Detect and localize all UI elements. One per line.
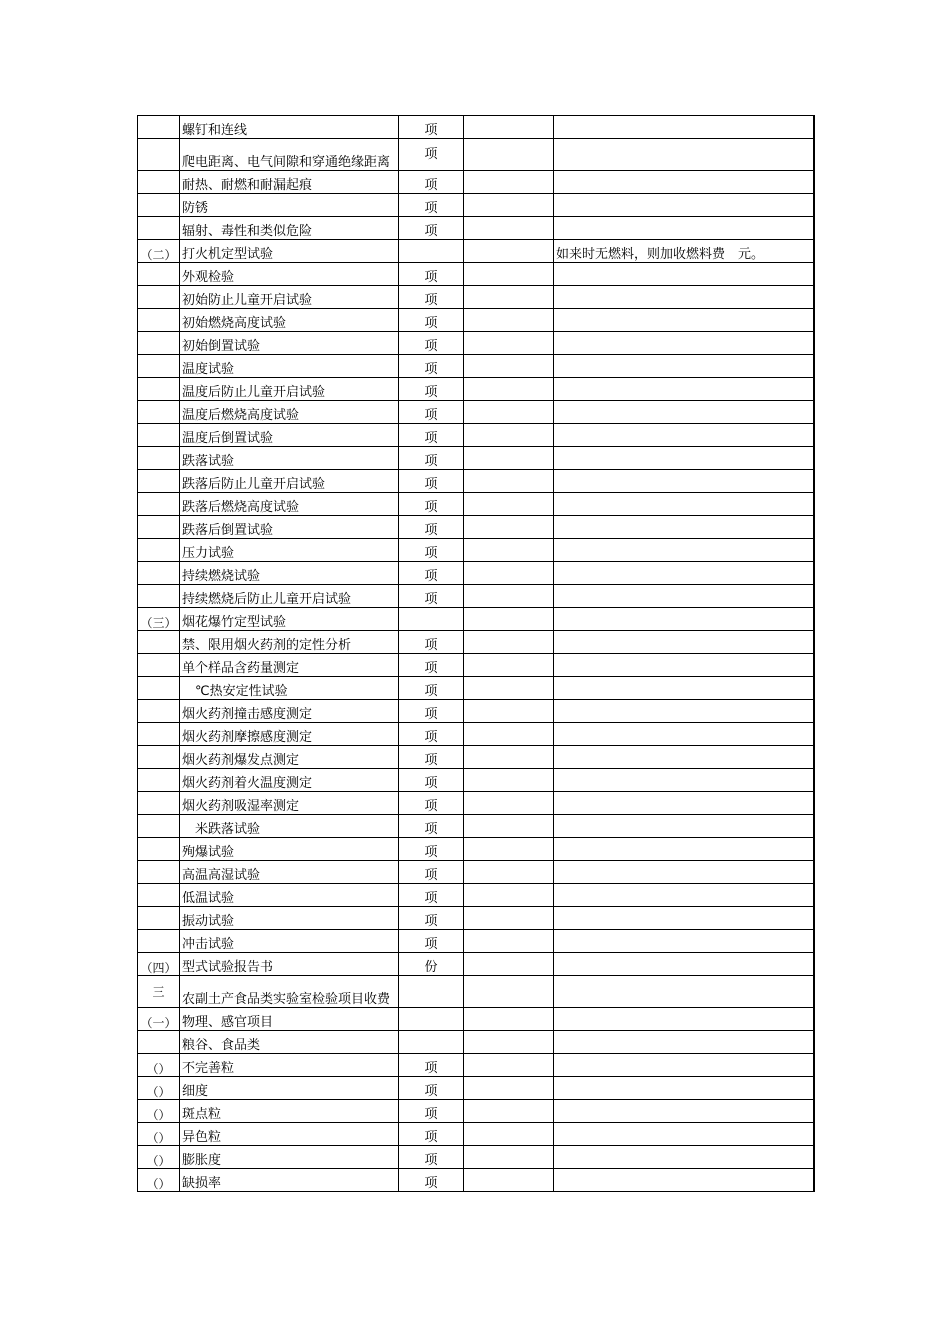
price-cell xyxy=(464,447,554,470)
row-number-cell xyxy=(138,309,180,332)
table-row xyxy=(138,861,814,884)
row-number-cell xyxy=(138,562,180,585)
note-cell xyxy=(554,631,814,654)
table-row xyxy=(138,953,814,976)
price-cell xyxy=(464,953,554,976)
note-cell xyxy=(554,263,814,286)
unit-cell: 项 xyxy=(399,1054,464,1077)
unit-cell: 项 xyxy=(399,139,464,171)
item-name-cell: 烟火药剂摩擦感度测定 xyxy=(180,723,399,746)
item-name-cell: 振动试验 xyxy=(180,907,399,930)
item-name-cell: 单个样品含药量测定 xyxy=(180,654,399,677)
row-number-cell xyxy=(138,194,180,217)
row-number-cell xyxy=(138,930,180,953)
table-row xyxy=(138,700,814,723)
row-number-cell xyxy=(138,286,180,309)
note-cell xyxy=(554,332,814,355)
table-row xyxy=(138,815,814,838)
item-name-cell: 初始防止儿童开启试验 xyxy=(180,286,399,309)
table-row xyxy=(138,424,814,447)
note-cell xyxy=(554,470,814,493)
table-row xyxy=(138,401,814,424)
unit-cell: 项 xyxy=(399,401,464,424)
price-cell xyxy=(464,171,554,194)
unit-cell: 项 xyxy=(399,309,464,332)
item-name-cell: 跌落后防止儿童开启试验 xyxy=(180,470,399,493)
unit-cell: 项 xyxy=(399,217,464,240)
unit-cell: 项 xyxy=(399,631,464,654)
unit-cell: 份 xyxy=(399,953,464,976)
unit-cell: 项 xyxy=(399,815,464,838)
unit-cell: 项 xyxy=(399,171,464,194)
item-name-cell: 温度试验 xyxy=(180,355,399,378)
unit-cell: 项 xyxy=(399,1146,464,1169)
note-cell xyxy=(554,424,814,447)
price-cell xyxy=(464,976,554,1008)
price-cell xyxy=(464,240,554,263)
unit-cell xyxy=(399,1008,464,1031)
table-row xyxy=(138,286,814,309)
item-name-cell: 烟火药剂爆发点测定 xyxy=(180,746,399,769)
price-cell xyxy=(464,309,554,332)
row-number-cell: （） xyxy=(138,1146,180,1169)
row-number-cell xyxy=(138,447,180,470)
price-cell xyxy=(464,493,554,516)
note-cell xyxy=(554,976,814,1008)
item-name-cell: 跌落试验 xyxy=(180,447,399,470)
note-cell xyxy=(554,1146,814,1169)
item-name-cell: 压力试验 xyxy=(180,539,399,562)
row-number-cell xyxy=(138,1031,180,1054)
unit-cell: 项 xyxy=(399,930,464,953)
row-number-cell xyxy=(138,654,180,677)
unit-cell: 项 xyxy=(399,470,464,493)
row-number-cell xyxy=(138,493,180,516)
unit-cell: 项 xyxy=(399,723,464,746)
price-cell xyxy=(464,907,554,930)
item-name-cell: 烟火药剂撞击感度测定 xyxy=(180,700,399,723)
item-name-cell: 粮谷、食品类 xyxy=(180,1031,399,1054)
note-cell xyxy=(554,562,814,585)
unit-cell: 项 xyxy=(399,116,464,139)
note-cell xyxy=(554,378,814,401)
item-name-cell: 跌落后燃烧高度试验 xyxy=(180,493,399,516)
table-row xyxy=(138,378,814,401)
item-name-cell: 耐热、耐燃和耐漏起痕 xyxy=(180,171,399,194)
price-cell xyxy=(464,1169,554,1192)
note-cell: 如来时无燃料，则加收燃料费 元。 xyxy=(554,240,814,263)
item-name-cell: 冲击试验 xyxy=(180,930,399,953)
note-cell xyxy=(554,769,814,792)
item-name-cell: 温度后燃烧高度试验 xyxy=(180,401,399,424)
unit-cell: 项 xyxy=(399,861,464,884)
price-cell xyxy=(464,424,554,447)
price-cell xyxy=(464,1123,554,1146)
table-row xyxy=(138,539,814,562)
row-number-cell: （） xyxy=(138,1169,180,1192)
table-row xyxy=(138,976,814,1008)
price-cell xyxy=(464,470,554,493)
row-number-cell xyxy=(138,585,180,608)
row-number-cell: （二） xyxy=(138,240,180,263)
note-cell xyxy=(554,116,814,139)
price-cell xyxy=(464,1100,554,1123)
unit-cell xyxy=(399,240,464,263)
table-row xyxy=(138,562,814,585)
item-name-cell: 跌落后倒置试验 xyxy=(180,516,399,539)
unit-cell: 项 xyxy=(399,539,464,562)
unit-cell: 项 xyxy=(399,424,464,447)
note-cell xyxy=(554,401,814,424)
note-cell xyxy=(554,861,814,884)
price-cell xyxy=(464,838,554,861)
unit-cell: 项 xyxy=(399,493,464,516)
item-name-cell: 烟火药剂着火温度测定 xyxy=(180,769,399,792)
price-cell xyxy=(464,884,554,907)
table-row xyxy=(138,332,814,355)
item-name-cell: 不完善粒 xyxy=(180,1054,399,1077)
item-name-cell: 膨胀度 xyxy=(180,1146,399,1169)
table-row xyxy=(138,677,814,700)
price-cell xyxy=(464,677,554,700)
fee-table-body xyxy=(138,116,814,1192)
table-row xyxy=(138,1054,814,1077)
item-name-cell: 物理、感官项目 xyxy=(180,1008,399,1031)
table-row xyxy=(138,355,814,378)
row-number-cell: （四） xyxy=(138,953,180,976)
note-cell xyxy=(554,585,814,608)
note-cell xyxy=(554,1031,814,1054)
unit-cell: 项 xyxy=(399,1123,464,1146)
unit-cell: 项 xyxy=(399,746,464,769)
unit-cell: 项 xyxy=(399,677,464,700)
row-number-cell xyxy=(138,815,180,838)
price-cell xyxy=(464,815,554,838)
unit-cell: 项 xyxy=(399,700,464,723)
row-number-cell xyxy=(138,792,180,815)
row-number-cell xyxy=(138,401,180,424)
row-number-cell xyxy=(138,861,180,884)
table-row xyxy=(138,930,814,953)
row-number-cell: 三 xyxy=(138,976,180,1008)
table-row xyxy=(138,171,814,194)
table-row xyxy=(138,608,814,631)
table-row xyxy=(138,1169,814,1192)
item-name-cell: 爬电距离、电气间隙和穿通绝缘距离 xyxy=(180,139,399,171)
price-cell xyxy=(464,1008,554,1031)
note-cell xyxy=(554,907,814,930)
unit-cell: 项 xyxy=(399,884,464,907)
item-name-cell: 农副土产食品类实验室检验项目收费 xyxy=(180,976,399,1008)
unit-cell xyxy=(399,976,464,1008)
item-name-cell: ℃热安定性试验 xyxy=(180,677,399,700)
table-row xyxy=(138,263,814,286)
table-row xyxy=(138,516,814,539)
price-cell xyxy=(464,746,554,769)
note-cell xyxy=(554,700,814,723)
note-cell xyxy=(554,608,814,631)
note-cell xyxy=(554,792,814,815)
price-cell xyxy=(464,861,554,884)
table-row xyxy=(138,1031,814,1054)
row-number-cell xyxy=(138,907,180,930)
item-name-cell: 斑点粒 xyxy=(180,1100,399,1123)
item-name-cell: 持续燃烧试验 xyxy=(180,562,399,585)
price-cell xyxy=(464,585,554,608)
note-cell xyxy=(554,539,814,562)
table-row xyxy=(138,116,814,139)
table-row xyxy=(138,1077,814,1100)
unit-cell: 项 xyxy=(399,263,464,286)
price-cell xyxy=(464,516,554,539)
item-name-cell: 螺钉和连线 xyxy=(180,116,399,139)
note-cell xyxy=(554,447,814,470)
row-number-cell xyxy=(138,884,180,907)
unit-cell: 项 xyxy=(399,907,464,930)
table-row xyxy=(138,723,814,746)
price-cell xyxy=(464,355,554,378)
unit-cell: 项 xyxy=(399,1169,464,1192)
unit-cell: 项 xyxy=(399,654,464,677)
price-cell xyxy=(464,1077,554,1100)
note-cell xyxy=(554,493,814,516)
row-number-cell: （一） xyxy=(138,1008,180,1031)
item-name-cell: 高温高湿试验 xyxy=(180,861,399,884)
row-number-cell xyxy=(138,516,180,539)
item-name-cell: 防锈 xyxy=(180,194,399,217)
row-number-cell xyxy=(138,746,180,769)
price-cell xyxy=(464,194,554,217)
item-name-cell: 持续燃烧后防止儿童开启试验 xyxy=(180,585,399,608)
row-number-cell: （三） xyxy=(138,608,180,631)
note-cell xyxy=(554,815,814,838)
table-row xyxy=(138,470,814,493)
note-cell xyxy=(554,1123,814,1146)
price-cell xyxy=(464,723,554,746)
row-number-cell xyxy=(138,332,180,355)
unit-cell: 项 xyxy=(399,585,464,608)
price-cell xyxy=(464,654,554,677)
item-name-cell: 温度后防止儿童开启试验 xyxy=(180,378,399,401)
row-number-cell xyxy=(138,139,180,171)
price-cell xyxy=(464,116,554,139)
row-number-cell xyxy=(138,116,180,139)
row-number-cell xyxy=(138,769,180,792)
price-cell xyxy=(464,217,554,240)
price-cell xyxy=(464,562,554,585)
price-cell xyxy=(464,378,554,401)
price-cell xyxy=(464,1031,554,1054)
unit-cell xyxy=(399,1031,464,1054)
row-number-cell: （） xyxy=(138,1100,180,1123)
row-number-cell xyxy=(138,838,180,861)
note-cell xyxy=(554,309,814,332)
note-cell xyxy=(554,217,814,240)
row-number-cell: （） xyxy=(138,1077,180,1100)
row-number-cell xyxy=(138,217,180,240)
note-cell xyxy=(554,1169,814,1192)
note-cell xyxy=(554,171,814,194)
table-row xyxy=(138,447,814,470)
unit-cell: 项 xyxy=(399,792,464,815)
table-row xyxy=(138,838,814,861)
table-row xyxy=(138,217,814,240)
price-cell xyxy=(464,263,554,286)
note-cell xyxy=(554,746,814,769)
row-number-cell: （） xyxy=(138,1054,180,1077)
unit-cell: 项 xyxy=(399,355,464,378)
price-cell xyxy=(464,539,554,562)
unit-cell xyxy=(399,608,464,631)
table-row xyxy=(138,1123,814,1146)
price-cell xyxy=(464,1146,554,1169)
row-number-cell xyxy=(138,700,180,723)
row-number-cell xyxy=(138,424,180,447)
table-row xyxy=(138,792,814,815)
row-number-cell xyxy=(138,263,180,286)
table-row xyxy=(138,309,814,332)
table-row xyxy=(138,194,814,217)
price-cell xyxy=(464,286,554,309)
table-row xyxy=(138,1146,814,1169)
unit-cell: 项 xyxy=(399,378,464,401)
note-cell xyxy=(554,139,814,171)
price-cell xyxy=(464,769,554,792)
price-cell xyxy=(464,139,554,171)
table-row xyxy=(138,654,814,677)
note-cell xyxy=(554,677,814,700)
row-number-cell xyxy=(138,470,180,493)
table-row xyxy=(138,746,814,769)
price-cell xyxy=(464,1054,554,1077)
table-row xyxy=(138,493,814,516)
item-name-cell: 缺损率 xyxy=(180,1169,399,1192)
price-cell xyxy=(464,792,554,815)
price-cell xyxy=(464,401,554,424)
item-name-cell: 烟花爆竹定型试验 xyxy=(180,608,399,631)
price-cell xyxy=(464,332,554,355)
table-row xyxy=(138,1100,814,1123)
price-cell xyxy=(464,930,554,953)
item-name-cell: 温度后倒置试验 xyxy=(180,424,399,447)
unit-cell: 项 xyxy=(399,838,464,861)
note-cell xyxy=(554,355,814,378)
fee-table xyxy=(137,115,815,1192)
table-row xyxy=(138,631,814,654)
row-number-cell xyxy=(138,355,180,378)
unit-cell: 项 xyxy=(399,769,464,792)
item-name-cell: 禁、限用烟火药剂的定性分析 xyxy=(180,631,399,654)
price-cell xyxy=(464,631,554,654)
unit-cell: 项 xyxy=(399,332,464,355)
row-number-cell xyxy=(138,631,180,654)
item-name-cell: 细度 xyxy=(180,1077,399,1100)
item-name-cell: 米跌落试验 xyxy=(180,815,399,838)
note-cell xyxy=(554,884,814,907)
table-row xyxy=(138,884,814,907)
note-cell xyxy=(554,930,814,953)
unit-cell: 项 xyxy=(399,194,464,217)
unit-cell: 项 xyxy=(399,516,464,539)
note-cell xyxy=(554,1100,814,1123)
row-number-cell xyxy=(138,723,180,746)
item-name-cell: 辐射、毒性和类似危险 xyxy=(180,217,399,240)
table-row xyxy=(138,769,814,792)
note-cell xyxy=(554,516,814,539)
note-cell xyxy=(554,1008,814,1031)
table-row xyxy=(138,1008,814,1031)
unit-cell: 项 xyxy=(399,286,464,309)
price-cell xyxy=(464,700,554,723)
row-number-cell xyxy=(138,171,180,194)
unit-cell: 项 xyxy=(399,1100,464,1123)
item-name-cell: 外观检验 xyxy=(180,263,399,286)
note-cell xyxy=(554,194,814,217)
note-cell xyxy=(554,1054,814,1077)
note-cell xyxy=(554,654,814,677)
table-row xyxy=(138,907,814,930)
table-row xyxy=(138,585,814,608)
item-name-cell: 初始燃烧高度试验 xyxy=(180,309,399,332)
row-number-cell: （） xyxy=(138,1123,180,1146)
row-number-cell xyxy=(138,378,180,401)
row-number-cell xyxy=(138,677,180,700)
note-cell xyxy=(554,838,814,861)
item-name-cell: 打火机定型试验 xyxy=(180,240,399,263)
unit-cell: 项 xyxy=(399,1077,464,1100)
note-cell xyxy=(554,1077,814,1100)
row-number-cell xyxy=(138,539,180,562)
unit-cell: 项 xyxy=(399,562,464,585)
note-cell xyxy=(554,286,814,309)
item-name-cell: 型式试验报告书 xyxy=(180,953,399,976)
price-cell xyxy=(464,608,554,631)
item-name-cell: 低温试验 xyxy=(180,884,399,907)
item-name-cell: 初始倒置试验 xyxy=(180,332,399,355)
item-name-cell: 烟火药剂吸湿率测定 xyxy=(180,792,399,815)
note-cell xyxy=(554,953,814,976)
note-cell xyxy=(554,723,814,746)
item-name-cell: 异色粒 xyxy=(180,1123,399,1146)
table-row xyxy=(138,139,814,171)
table-row xyxy=(138,240,814,263)
unit-cell: 项 xyxy=(399,447,464,470)
item-name-cell: 殉爆试验 xyxy=(180,838,399,861)
